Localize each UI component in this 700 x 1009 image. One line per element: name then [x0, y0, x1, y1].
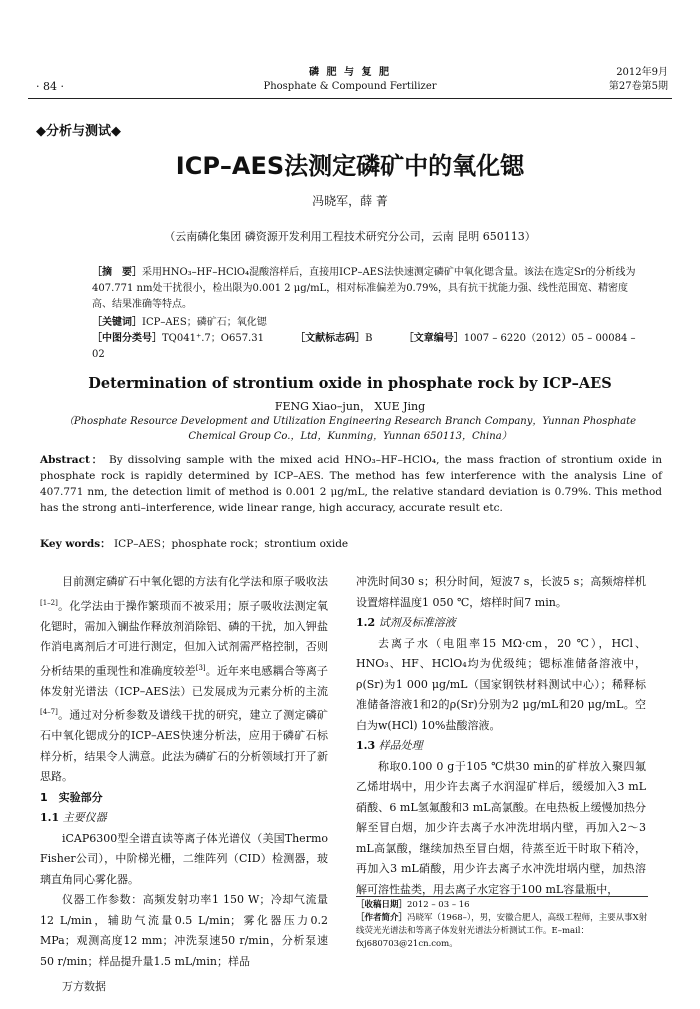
subsection-number: 1.1	[40, 811, 60, 825]
section-tag: ◆分析与测试◆	[36, 124, 121, 139]
header-divider	[28, 98, 672, 99]
abstract-cn	[92, 265, 640, 313]
abstract-en	[40, 452, 662, 516]
classification-row	[92, 331, 640, 363]
journal-title-cn: 磷 肥 与 复 肥	[309, 67, 391, 78]
intro-text-4: 。通过对分析参数及谱线干扰的研究，建立了测定磷矿石中氧化锶成分的ICP–AES快速分析法，应用于磷矿石标样分析，结果令人满意。此法为磷矿石的分析领域打开了新思路。	[40, 708, 328, 784]
body-paragraph: 去离子水（电阻率15 MΩ·cm，20 ℃），HCl、HNO₃、HF、HClO₄均为优级纯；锶标准储备溶液中，ρ(Sr)为1 000 μg/mL（国家钢铁材料测试中心）；稀释标准储备溶液1和2的ρ(Sr)分别为2 μg/mL和20 μg/mL。空白为w(HCl) 10%盐酸溶液。	[356, 636, 646, 732]
intro-text-2: 。化学法由于操作繁琐而不被采用；原子吸收法测定氧化锶时，需加入镧盐作释放剂消除铝、磷的干扰，加入钾盐作消电离剂后才可进行测定，但加入试剂需严格控制，否则分析结果的重现性和准确度较差	[40, 599, 328, 678]
received-date	[356, 899, 648, 912]
section-heading: 1 实验部分	[40, 790, 103, 804]
intro-paragraph	[40, 572, 328, 788]
article-no-label: ［文章编号］	[403, 333, 464, 344]
doc-code-label: ［文献标志码］	[295, 333, 366, 344]
issue-date: 2012年9月	[616, 67, 668, 78]
abstract-cn-label: ［摘 要］	[92, 267, 142, 278]
subsection-title: 样品处理	[378, 739, 423, 752]
citation-ref: [1–2]	[40, 598, 58, 607]
citation-ref: [3]	[195, 663, 206, 672]
subsection-heading	[40, 808, 328, 829]
keywords-en	[40, 536, 662, 551]
keywords-cn	[92, 315, 640, 331]
clc-label: ［中图分类号］	[92, 333, 162, 344]
subsection-title: 试剂及标准溶液	[378, 616, 456, 629]
abstract-en-label: Abstract：	[40, 454, 104, 466]
authors-en: FENG Xiao–jun， XUE Jing	[274, 400, 426, 413]
citation-ref: [4–7]	[40, 708, 58, 717]
body-paragraph: 称取0.100 0 g于105 ℃烘30 min的矿样放入聚四氟乙烯坩埚中，用少许去离子水润湿矿样后，缓缓加入3 mL硝酸、6 mL氢氟酸和3 mL高氯酸。在电热板上缓慢加热分解至冒白烟，加少许去离子水冲洗坩埚内壁，再加入2～3 mL高氯酸，继续加热至冒白烟，待蒸至近干时取下稍冷，再加入3 mL硝酸，用少许去离子水冲洗坩埚内壁，加热溶解可溶性盐类，用去离子水定容于100 mL容量瓶中，	[356, 759, 646, 896]
meta-block	[92, 315, 640, 363]
subsection-number: 1.3	[356, 739, 376, 752]
author-bio	[356, 912, 648, 951]
affiliation-cn: （云南磷化集团 磷资源开发利用工程技术研究分公司，云南 昆明 650113）	[164, 230, 536, 243]
journal-title-en: Phosphate & Compound Fertilizer	[263, 81, 437, 92]
page-number: · 84 ·	[36, 80, 64, 93]
keywords-cn-text: ICP–AES；磷矿石；氧化锶	[142, 317, 267, 328]
article-no-value: 1007 – 6220（2012）05 – 00084 – 02	[92, 333, 636, 360]
clc-value: TQ041⁺.7；O657.31	[162, 333, 264, 344]
affiliation-en: （Phosphate Resource Development and Utilization Engineering Research Branch Company，Yunnan Phosphate Chemical Group Co.，Ltd，Kunming，Yunnan 650113，China）	[63, 416, 637, 442]
received-value: 2012 – 03 – 16	[407, 900, 470, 910]
issue-volume: 第27卷第5期	[608, 81, 668, 92]
authors-cn: 冯晓军，薛 菁	[312, 194, 388, 208]
doc-code-value: B	[365, 333, 373, 344]
subsection-number: 1.2	[356, 616, 376, 629]
body-paragraph: iCAP6300型全谱直读等离子体光谱仪（美国Thermo Fisher公司），中阶梯光栅，二维阵列（CID）检测器，玻璃直角同心雾化器。	[40, 831, 328, 886]
abstract-cn-text: 采用HNO₃–HF–HClO₄混酸溶样后，直接用ICP–AES法快速测定磷矿中氧化锶含量。该法在选定Sr的分析线为407.771 nm处干扰很小，检出限为0.001 2 μg/mL，相对标准偏差为0.79%，具有抗干扰能力强、线性范围宽、精密度高、结果准确等特点。	[92, 267, 636, 310]
keywords-cn-label: ［关键词］	[92, 317, 142, 328]
abstract-en-text: By dissolving sample with the mixed acid HNO₃–HF–HClO₄, the mass fraction of strontium oxide in phosphate rock is rapidly determined by ICP–AES. The method has few interference with the analysis Line of 407.771 nm, the detection limit of method is 0.001 2 μg/mL, the relative standard deviation is 0.79%. This method has the strong anti–interference, wide linear range, high accuracy, accurate result etc.	[40, 454, 662, 514]
watermark: 万方数据	[62, 980, 106, 993]
article-title-cn: ICP–AES法测定磷矿中的氧化锶	[175, 152, 525, 180]
keywords-en-label: Key words：	[40, 538, 111, 550]
subsection-heading	[356, 613, 646, 634]
body-column-left	[40, 572, 328, 972]
body-paragraph: 仪器工作参数：高频发射功率1 150 W；冷却气流量12 L/min，辅助气流量0.5 L/min；雾化器压力0.2 MPa；观测高度12 mm；冲洗泵速50 r/min，分析泵速50 r/min；样品提升量1.5 mL/min；样品	[40, 893, 328, 968]
article-title-en: Determination of strontium oxide in phosphate rock by ICP–AES	[88, 375, 612, 392]
received-label: ［收稿日期］	[356, 900, 408, 910]
subsection-title: 主要仪器	[62, 811, 107, 825]
subsection-heading	[356, 736, 646, 757]
keywords-en-text: ICP–AES；phosphate rock；strontium oxide	[114, 538, 349, 550]
footnote	[356, 896, 648, 951]
author-bio-text: 冯晓军（1968–），男，安徽合肥人，高级工程师，主要从事X射线荧光光谱法和等离子体发射光谱法分析测试工作。E–mail：fxj680703@21cn.com。	[356, 913, 648, 949]
author-bio-label: ［作者简介］	[356, 913, 408, 923]
body-column-right	[356, 572, 646, 900]
body-paragraph: 冲洗时间30 s；积分时间，短波7 s，长波5 s；高频熔样机设置熔样温度1 050 ℃，熔样时间7 min。	[356, 575, 646, 609]
intro-text-3: 。近年来电感耦合等离子体发射光谱法（ICP–AES法）已发展成为元素分析的主流	[40, 664, 329, 698]
intro-text-1: 目前测定磷矿石中氧化锶的方法有化学法和原子吸收法	[62, 575, 328, 588]
